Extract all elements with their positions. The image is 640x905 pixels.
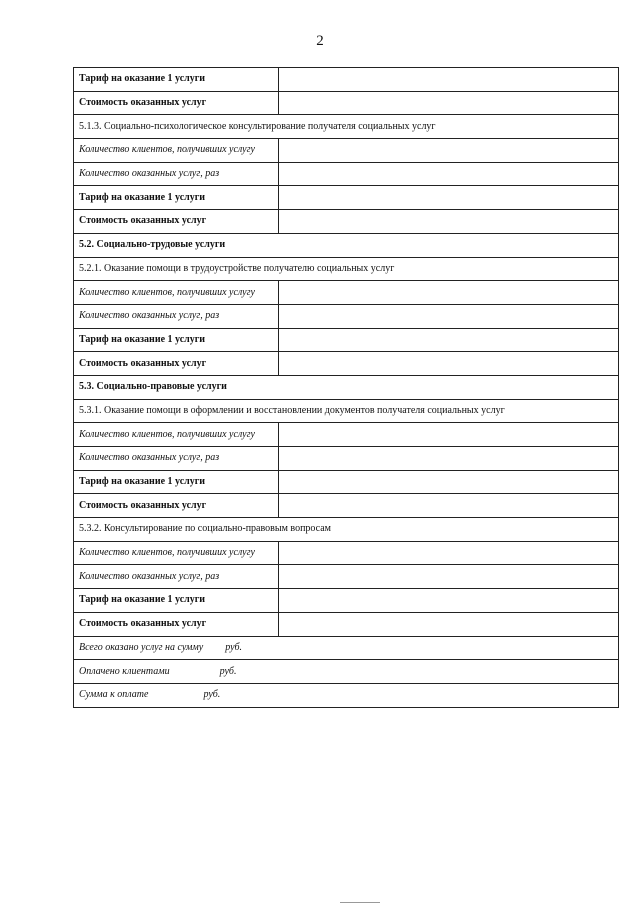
row-label: Количество оказанных услуг, раз <box>74 162 279 186</box>
value-cell[interactable] <box>279 304 619 328</box>
section-heading: 5.1.3. Социально-психологическое консультирование получателя социальных услуг <box>74 115 619 139</box>
row-label: Стоимость оказанных услуг <box>74 612 279 636</box>
table-row-section <box>74 518 619 542</box>
value-cell[interactable] <box>279 328 619 352</box>
value-cell[interactable] <box>279 541 619 565</box>
row-label: Стоимость оказанных услуг <box>74 210 279 234</box>
row-label: Тариф на оказание 1 услуги <box>74 186 279 210</box>
table-row-field <box>74 447 619 471</box>
table-row-field <box>74 68 619 92</box>
table-row-field <box>74 139 619 163</box>
table-row-total <box>74 636 619 660</box>
table-row-field <box>74 494 619 518</box>
row-label: Стоимость оказанных услуг <box>74 352 279 376</box>
table-row-field <box>74 612 619 636</box>
table-row-field <box>74 423 619 447</box>
currency-unit: руб. <box>225 641 243 653</box>
table-row-field <box>74 565 619 589</box>
value-cell[interactable] <box>279 186 619 210</box>
table-row-field <box>74 589 619 613</box>
total-label: Оплачено клиентами <box>79 665 170 677</box>
table-row-total <box>74 660 619 684</box>
total-row <box>74 683 619 707</box>
row-label: Количество клиентов, получивших услугу <box>74 541 279 565</box>
row-label: Тариф на оказание 1 услуги <box>74 589 279 613</box>
currency-unit: руб. <box>203 689 221 701</box>
value-cell[interactable] <box>279 91 619 115</box>
table-row-section <box>74 399 619 423</box>
table-row-section <box>74 375 619 399</box>
row-label: Тариф на оказание 1 услуги <box>74 68 279 92</box>
section-heading: 5.3.2. Консультирование по социально-правовым вопросам <box>74 518 619 542</box>
value-cell[interactable] <box>279 447 619 471</box>
services-report-table <box>73 67 619 708</box>
section-heading: 5.3.1. Оказание помощи в оформлении и восстановлении документов получателя социальных услуг <box>74 399 619 423</box>
section-heading: 5.2. Социально-трудовые услуги <box>74 233 619 257</box>
total-label: Сумма к оплате <box>79 689 149 701</box>
row-label: Тариф на оказание 1 услуги <box>74 328 279 352</box>
total-row <box>74 636 619 660</box>
table-row-field <box>74 162 619 186</box>
services-report-body <box>74 68 619 708</box>
value-cell[interactable] <box>279 281 619 305</box>
section-heading: 5.2.1. Оказание помощи в трудоустройстве получателю социальных услуг <box>74 257 619 281</box>
value-cell[interactable] <box>279 565 619 589</box>
scan-artifact <box>340 902 380 903</box>
table-row-section <box>74 257 619 281</box>
table-row-field <box>74 352 619 376</box>
table-row-field <box>74 304 619 328</box>
value-cell[interactable] <box>279 589 619 613</box>
table-row-section <box>74 115 619 139</box>
table-row-field <box>74 281 619 305</box>
value-cell[interactable] <box>279 494 619 518</box>
row-label: Количество оказанных услуг, раз <box>74 565 279 589</box>
table-row-field <box>74 210 619 234</box>
value-cell[interactable] <box>279 68 619 92</box>
row-label: Количество оказанных услуг, раз <box>74 447 279 471</box>
value-cell[interactable] <box>279 352 619 376</box>
row-label: Количество клиентов, получивших услугу <box>74 423 279 447</box>
row-label: Количество клиентов, получивших услугу <box>74 139 279 163</box>
value-cell[interactable] <box>279 162 619 186</box>
section-heading: 5.3. Социально-правовые услуги <box>74 375 619 399</box>
row-label: Количество оказанных услуг, раз <box>74 304 279 328</box>
row-label: Тариф на оказание 1 услуги <box>74 470 279 494</box>
row-label: Стоимость оказанных услуг <box>74 91 279 115</box>
table-row-section <box>74 233 619 257</box>
row-label: Количество клиентов, получивших услугу <box>74 281 279 305</box>
currency-unit: руб. <box>219 665 237 677</box>
table-row-field <box>74 541 619 565</box>
value-cell[interactable] <box>279 423 619 447</box>
table-row-field <box>74 186 619 210</box>
total-row <box>74 660 619 684</box>
value-cell[interactable] <box>279 139 619 163</box>
value-cell[interactable] <box>279 210 619 234</box>
value-cell[interactable] <box>279 612 619 636</box>
table-row-field <box>74 328 619 352</box>
row-label: Стоимость оказанных услуг <box>74 494 279 518</box>
total-label: Всего оказано услуг на сумму <box>79 641 204 653</box>
table-row-total <box>74 683 619 707</box>
page-number: 2 <box>316 33 324 49</box>
table-row-field <box>74 470 619 494</box>
table-row-field <box>74 91 619 115</box>
value-cell[interactable] <box>279 470 619 494</box>
